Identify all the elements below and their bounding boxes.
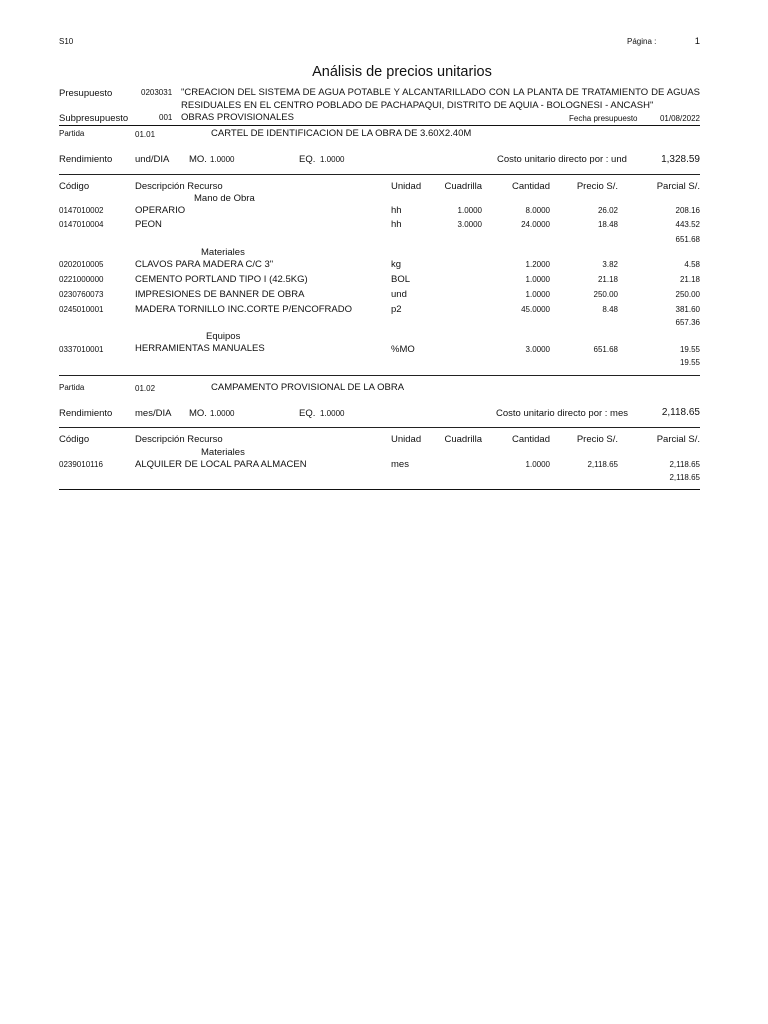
item-cantidad: 1.0000 <box>525 290 550 299</box>
item-precio: 2,118.65 <box>587 460 618 469</box>
col-cantidad: Cantidad <box>511 181 550 192</box>
col-precio: Precio S/. <box>576 181 618 192</box>
item-cantidad: 1.2000 <box>525 260 550 269</box>
item-descripcion: HERRAMIENTAS MANUALES <box>135 343 265 354</box>
col-codigo: Código <box>59 434 90 445</box>
costo-value: 2,118.65 <box>661 407 700 418</box>
group-label: Materiales <box>201 447 245 458</box>
divider <box>59 125 700 126</box>
item-parcial: 443.52 <box>675 220 700 229</box>
item-codigo: 0221000000 <box>59 275 104 284</box>
item-cuadrilla: 3.0000 <box>457 220 482 229</box>
partida-label: Partida <box>59 129 85 138</box>
item-parcial: 21.18 <box>679 275 700 284</box>
eq-value: 1.0000 <box>320 409 345 418</box>
item-cantidad: 1.0000 <box>525 275 550 284</box>
item-descripcion: OPERARIO <box>135 205 186 216</box>
col-descripcion: Descripción Recurso <box>135 181 223 192</box>
item-parcial: 4.58 <box>684 260 700 269</box>
subpresupuesto-label: Subpresupuesto <box>59 113 129 124</box>
page-label: Página : <box>627 37 657 46</box>
fecha-label: Fecha presupuesto <box>569 114 638 123</box>
item-parcial: 381.60 <box>675 305 700 314</box>
group-label: Equipos <box>206 331 241 342</box>
rendimiento-label: Rendimiento <box>59 408 113 419</box>
item-descripcion: PEON <box>135 219 162 230</box>
item-unidad: hh <box>391 205 402 216</box>
mo-value: 1.0000 <box>210 409 235 418</box>
partida-code: 01.02 <box>135 384 156 393</box>
rendimiento-unit: und/DIA <box>135 154 170 165</box>
col-unidad: Unidad <box>391 181 422 192</box>
col-parcial: Parcial S/. <box>656 181 700 192</box>
page-title: Análisis de precios unitarios <box>312 64 492 80</box>
costo-label: Costo unitario directo por : und <box>497 154 627 165</box>
group-label: Mano de Obra <box>194 193 255 204</box>
item-codigo: 0245010001 <box>59 305 104 314</box>
presupuesto-code: 0203031 <box>141 88 173 97</box>
item-descripcion: ALQUILER DE LOCAL PARA ALMACEN <box>135 459 307 470</box>
group-label: Materiales <box>201 247 245 258</box>
item-cantidad: 1.0000 <box>525 460 550 469</box>
item-precio: 26.02 <box>597 206 618 215</box>
item-precio: 18.48 <box>597 220 618 229</box>
item-unidad: kg <box>391 259 402 270</box>
costo-value: 1,328.59 <box>661 154 700 165</box>
divider <box>59 427 700 428</box>
partida-name: CARTEL DE IDENTIFICACION DE LA OBRA DE 3.60X2.40M <box>211 128 472 139</box>
item-parcial: 250.00 <box>675 290 700 299</box>
group-subtotal: 19.55 <box>679 358 700 367</box>
col-cantidad: Cantidad <box>511 434 550 445</box>
item-precio: 3.82 <box>602 260 618 269</box>
item-parcial: 2,118.65 <box>669 460 700 469</box>
item-unidad: BOL <box>391 274 411 285</box>
presupuesto-label: Presupuesto <box>59 88 113 99</box>
item-cantidad: 8.0000 <box>525 206 550 215</box>
divider <box>59 174 700 175</box>
mo-label: MO. <box>189 408 207 419</box>
partida-name: CAMPAMENTO PROVISIONAL DE LA OBRA <box>211 382 405 393</box>
item-cantidad: 24.0000 <box>521 220 550 229</box>
item-codigo: 0147010004 <box>59 220 104 229</box>
eq-value: 1.0000 <box>320 155 345 164</box>
item-cantidad: 45.0000 <box>521 305 550 314</box>
col-cuadrilla: Cuadrilla <box>444 181 482 192</box>
item-parcial: 19.55 <box>679 345 700 354</box>
subpresupuesto-code: 001 <box>159 113 173 122</box>
item-unidad: mes <box>391 459 409 470</box>
col-unidad: Unidad <box>391 434 422 445</box>
item-descripcion: MADERA TORNILLO INC.CORTE P/ENCOFRADO <box>135 304 352 315</box>
costo-label: Costo unitario directo por : mes <box>496 408 629 419</box>
item-parcial: 208.16 <box>675 206 700 215</box>
item-unidad: p2 <box>391 304 402 315</box>
partida-code: 01.01 <box>135 130 156 139</box>
page-number: 1 <box>694 36 700 47</box>
item-cantidad: 3.0000 <box>525 345 550 354</box>
eq-label: EQ. <box>299 408 316 419</box>
col-parcial: Parcial S/. <box>656 434 700 445</box>
partida-label: Partida <box>59 383 85 392</box>
item-descripcion: CEMENTO PORTLAND TIPO I (42.5KG) <box>135 274 308 285</box>
presupuesto-name-line2: RESIDUALES EN EL CENTRO POBLADO DE PACHAPAQUI, DISTRITO DE AQUIA - BOLOGNESI - ANCASH" <box>181 100 654 111</box>
item-precio: 8.48 <box>602 305 618 314</box>
group-subtotal: 651.68 <box>675 235 700 244</box>
divider <box>59 489 700 490</box>
item-descripcion: CLAVOS PARA MADERA C/C 3" <box>135 259 274 270</box>
col-cuadrilla: Cuadrilla <box>444 434 482 445</box>
item-precio: 651.68 <box>593 345 618 354</box>
eq-label: EQ. <box>299 154 316 165</box>
rendimiento-label: Rendimiento <box>59 154 113 165</box>
system-code: S10 <box>59 37 74 46</box>
item-unidad: hh <box>391 219 402 230</box>
presupuesto-name-line1: "CREACION DEL SISTEMA DE AGUA POTABLE Y ALCANTARILLADO CON LA PLANTA DE TRATAMIENTO DE AGUAS <box>181 87 700 98</box>
subpresupuesto-name: OBRAS PROVISIONALES <box>181 112 294 123</box>
item-cuadrilla: 1.0000 <box>457 206 482 215</box>
item-precio: 21.18 <box>597 275 618 284</box>
rendimiento-unit: mes/DIA <box>135 408 172 419</box>
group-subtotal: 657.36 <box>675 318 700 327</box>
item-codigo: 0337010001 <box>59 345 104 354</box>
group-subtotal: 2,118.65 <box>669 473 700 482</box>
item-codigo: 0202010005 <box>59 260 104 269</box>
mo-value: 1.0000 <box>210 155 235 164</box>
item-unidad: %MO <box>391 344 415 355</box>
col-precio: Precio S/. <box>576 434 618 445</box>
item-descripcion: IMPRESIONES DE BANNER DE OBRA <box>135 289 305 300</box>
divider <box>59 375 700 376</box>
item-codigo: 0147010002 <box>59 206 104 215</box>
col-codigo: Código <box>59 181 90 192</box>
item-unidad: und <box>391 289 407 300</box>
item-codigo: 0239010116 <box>59 460 103 469</box>
item-precio: 250.00 <box>593 290 618 299</box>
fecha-value: 01/08/2022 <box>659 114 700 123</box>
col-descripcion: Descripción Recurso <box>135 434 223 445</box>
item-codigo: 0230760073 <box>59 290 104 299</box>
mo-label: MO. <box>189 154 207 165</box>
